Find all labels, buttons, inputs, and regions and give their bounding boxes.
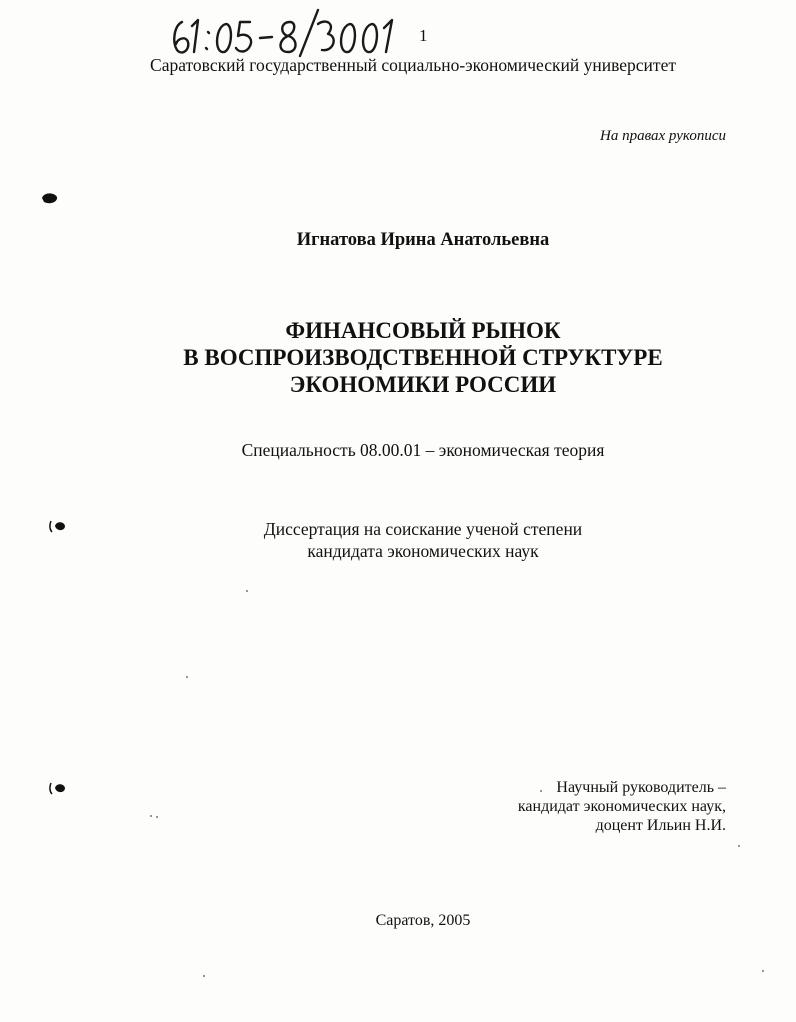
scan-speck [156, 816, 158, 818]
scan-speck [150, 815, 152, 817]
scan-speck [203, 975, 205, 977]
title-line: ЭКОНОМИКИ РОССИИ [289, 372, 557, 397]
page-number: 1 [419, 26, 428, 45]
title-line: ФИНАНСОВЫЙ РЫНОК [285, 318, 561, 343]
scan-speck [540, 790, 542, 792]
city-year: Саратов, 2005 [375, 912, 471, 929]
punch-hole-mark [40, 190, 60, 206]
author-name: Игнатова Ирина Анатольевна [296, 230, 550, 250]
rights-note: На правах рукописи [600, 128, 726, 144]
supervisor-line: доцент Ильин Н.И. [595, 817, 726, 834]
supervisor-line: Научный руководитель – [556, 779, 726, 796]
scientific-supervisor [518, 778, 726, 835]
specialty: Специальность 08.00.01 – экономическая теория [241, 440, 605, 460]
dissertation-degree [0, 518, 796, 562]
university-name: Саратовский государственный социально-экономический университет [150, 55, 676, 75]
handwritten-catalog-number [168, 8, 398, 58]
degree-line: кандидата экономических наук [307, 541, 539, 561]
handwritten-signature-mark [168, 8, 398, 58]
punch-hole-mark [48, 780, 68, 796]
punch-hole-mark [48, 518, 68, 534]
scan-speck [246, 590, 248, 592]
scan-speck [738, 845, 740, 847]
title-line: В ВОСПРОИЗВОДСТВЕННОЙ СТРУКТУРЕ [183, 345, 663, 370]
scan-speck [186, 676, 188, 678]
scan-speck [762, 970, 764, 972]
dissertation-title [0, 317, 796, 398]
supervisor-line: кандидат экономических наук, [517, 798, 726, 815]
degree-line: Диссертация на соискание ученой степени [263, 519, 583, 539]
